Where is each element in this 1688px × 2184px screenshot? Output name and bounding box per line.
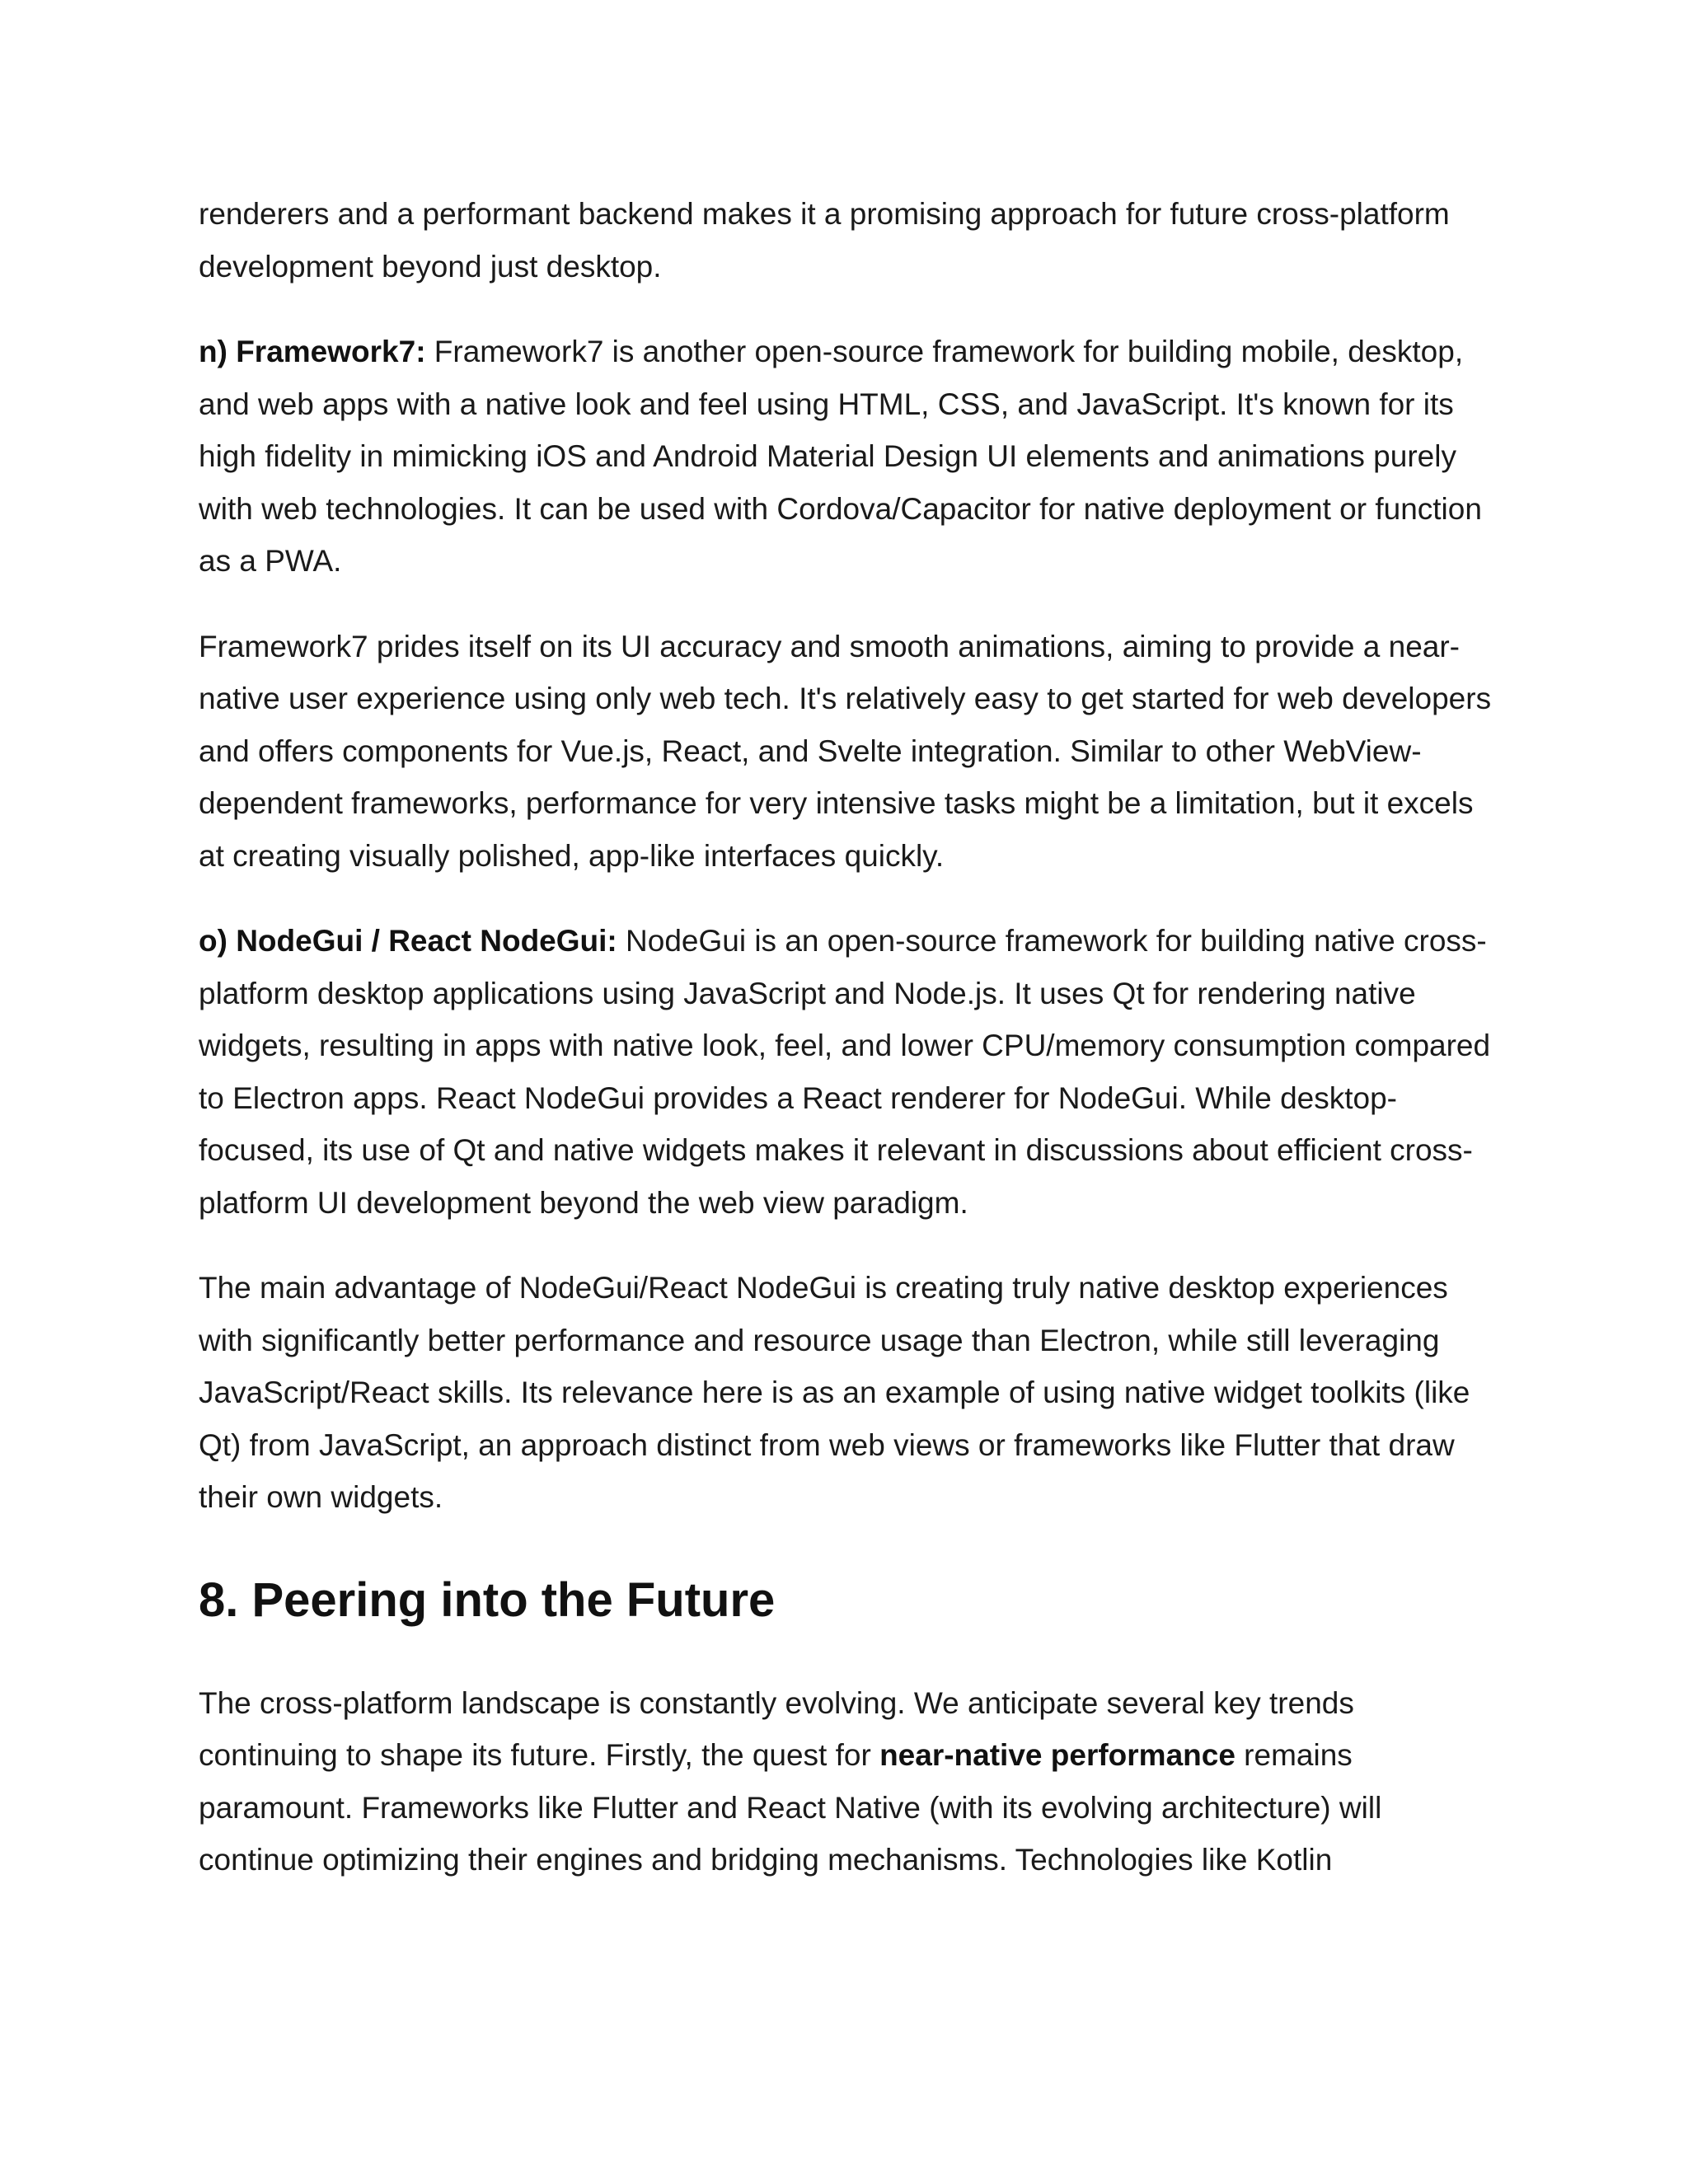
paragraph-text: remains paramount. Frameworks like Flutter and React Native (with its evolving architecture) will continue optimizing their engines and bridging mechanisms. Technologies like Kotlin xyxy=(199,1738,1382,1877)
framework7-label: n) Framework7: xyxy=(199,335,426,368)
paragraph-text: renderers and a performant backend makes it a promising approach for future cross-platform development beyond just desktop. xyxy=(199,197,1450,284)
paragraph-text: Framework7 is another open-source framework for building mobile, desktop, and web apps with a native look and feel using HTML, CSS, and JavaScript. It's known for its high fidelity in mimicking iOS and Android Material Design UI elements and animations purely with web technologies. It can be used with Cordova/Capacitor for native deployment or function as a PWA. xyxy=(199,335,1482,578)
paragraph-text: The main advantage of NodeGui/React NodeGui is creating truly native desktop experiences with significantly better performance and resource usage than Electron, while still leveraging JavaScript/React skills. Its relevance here is as an example of using native widget toolkits (like Qt) from JavaScript, an approach distinct from web views or frameworks like Flutter that draw their own widgets. xyxy=(199,1271,1470,1514)
paragraph-text: Framework7 prides itself on its UI accuracy and smooth animations, aiming to provide a near-native user experience using only web tech. It's relatively easy to get started for web developers and offers components for Vue.js, React, and Svelte integration. Similar to other WebView-dependent frameworks, performance for very intensive tasks might be a limitation, but it excels at creating visually polished, app-like interfaces quickly. xyxy=(199,629,1492,873)
paragraph-nodegui xyxy=(199,915,1501,1229)
section-heading: 8. Peering into the Future xyxy=(199,1572,776,1627)
paragraph-intro xyxy=(199,188,1501,293)
document-body xyxy=(199,188,1501,1919)
paragraph-nodegui-details xyxy=(199,1262,1501,1524)
paragraph-framework7 xyxy=(199,326,1501,588)
paragraph-text: NodeGui is an open-source framework for building native cross-platform desktop applications using JavaScript and Node.js. It uses Qt for rendering native widgets, resulting in apps with native look, feel, and lower CPU/memory consumption compared to Electron apps. React NodeGui provides a React renderer for NodeGui. While desktop-focused, its use of Qt and native widgets makes it relevant in discussions about efficient cross-platform UI development beyond the web view paradigm. xyxy=(199,924,1491,1220)
paragraph-future xyxy=(199,1677,1501,1886)
paragraph-text: The cross-platform landscape is constantly evolving. We anticipate several key trends continuing to shape its future. Firstly, the quest for xyxy=(199,1685,1354,1772)
paragraph-framework7-details xyxy=(199,621,1501,883)
emphasis-text: near-native performance xyxy=(879,1738,1236,1772)
nodegui-label: o) NodeGui / React NodeGui: xyxy=(199,924,617,958)
